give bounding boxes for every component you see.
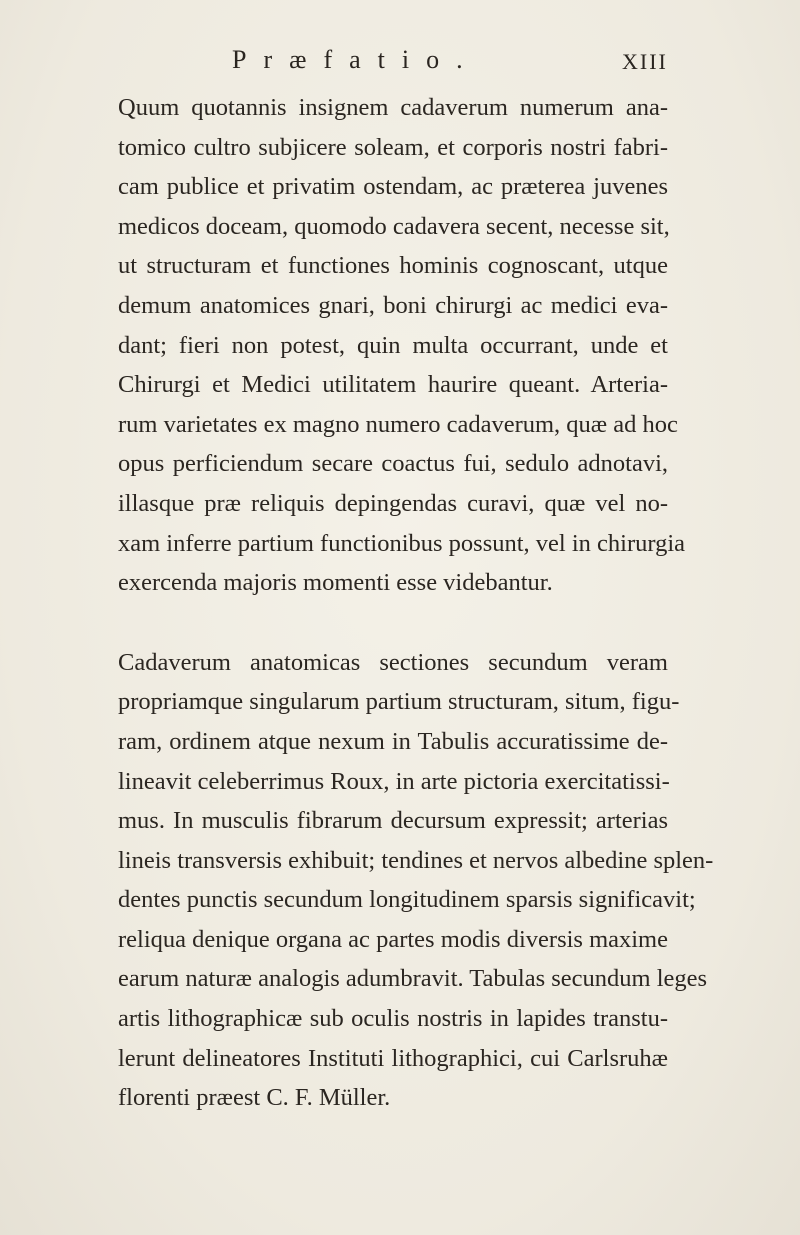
text-line: artis lithographicæ sub oculis nostris in lapides transtu- [118,1005,668,1033]
text-line: xam inferre partium functionibus possunt, vel in chirurgia [118,529,686,557]
text-line: tomico cultro subjicere soleam, et corporis nostri fabri- [118,133,668,161]
text-line: Quum quotannis insignem cadaverum numerum ana- [118,94,668,121]
text-line: ram, ordinem atque nexum in Tabulis accuratissime de- [118,727,668,755]
text-line: ut structuram et functiones hominis cognoscant, utque [118,252,668,280]
text-line: rum varietates ex magno numero cadaverum, quæ ad hoc [118,410,678,438]
text-line: medicos doceam, quomodo cadavera secent, necesse sit, [118,212,670,240]
text-line: demum anatomices gnari, boni chirurgi ac medici eva- [118,291,668,319]
paragraph-gap [118,603,668,643]
text-line: reliqua denique organa ac partes modis diversis maxime [118,925,668,953]
text-line: mus. In musculis fibrarum decursum expressit; arterias [118,807,668,835]
text-line: earum naturæ analogis adumbravit. Tabulas secundum leges [118,965,708,993]
text-line: opus perficiendum secare coactus fui, sedulo adnotavi, [118,450,668,478]
text-line: florenti præest C. F. Müller. [118,1084,391,1112]
text-line: dentes punctis secundum longitudinem sparsis significavit; [118,886,696,914]
page-header [0,45,800,85]
text-line: dant; fieri non potest, quin multa occurrant, unde et [118,331,668,359]
text-line: Cadaverum anatomicas sectiones secundum veram [118,648,668,676]
text-line: propriamque singularum partium structuram, situm, figu- [118,688,680,716]
running-title: Præfatio. [232,45,480,74]
body-text [118,88,714,1118]
text-line: lerunt delineatores Instituti lithographici, cui Carlsruhæ [118,1044,668,1072]
page-number: XIII [622,49,668,74]
text-line: cam publice et privatim ostendam, ac præterea juvenes [118,173,668,201]
text-line: exercenda majoris momenti esse videbantur. [118,569,553,597]
text-line: Chirurgi et Medici utilitatem haurire queant. Arteria- [118,371,668,399]
paragraph-1 [118,88,686,603]
paragraph-2 [118,643,714,1118]
text-line: lineis transversis exhibuit; tendines et nervos albedine splen- [118,846,714,874]
text-line: illasque præ reliquis depingendas curavi, quæ vel no- [118,489,668,517]
text-line: lineavit celeberrimus Roux, in arte pictoria exercitatissi- [118,767,670,795]
